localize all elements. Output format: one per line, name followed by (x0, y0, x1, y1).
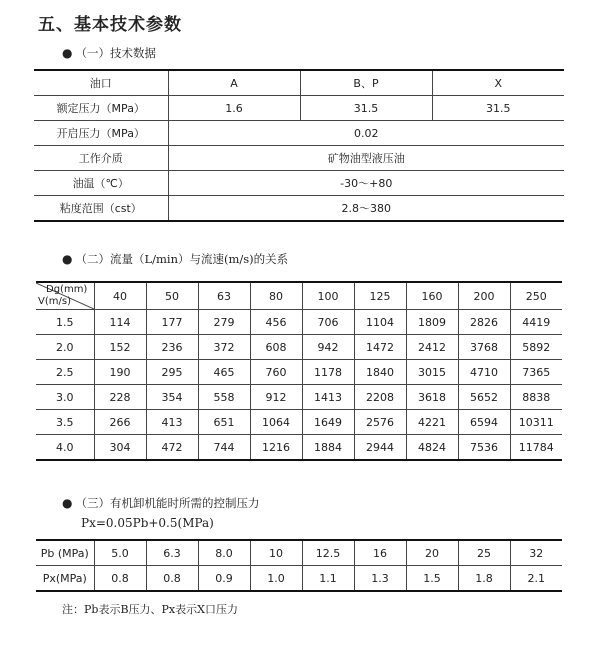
table-cell: 0.02 (168, 121, 564, 146)
table-row (34, 121, 564, 146)
table-row (36, 360, 562, 385)
table-cell: 160 (406, 282, 458, 310)
table-cell: 工作介质 (34, 146, 168, 171)
table-cell: Px(MPa) (36, 566, 94, 592)
table-cell: X (432, 70, 564, 96)
table-cell: 608 (250, 335, 302, 360)
table-cell: 2944 (354, 435, 406, 461)
table-cell: 油口 (34, 70, 168, 96)
table-row (36, 566, 562, 592)
table-cell: 4824 (406, 435, 458, 461)
table-cell: 2208 (354, 385, 406, 410)
table-cell: 1809 (406, 310, 458, 335)
table-cell: 1840 (354, 360, 406, 385)
table-cell: 250 (510, 282, 562, 310)
table-cell: 456 (250, 310, 302, 335)
table-cell: 1472 (354, 335, 406, 360)
table-cell: 10 (250, 540, 302, 566)
table-cell: 31.5 (300, 96, 432, 121)
table-cell: 1413 (302, 385, 354, 410)
table-cell: 7536 (458, 435, 510, 461)
table-cell: 912 (250, 385, 302, 410)
bullet-icon: ● (62, 46, 73, 60)
table-cell: 25 (458, 540, 510, 566)
table-cell: 266 (94, 410, 146, 435)
table-row (34, 171, 564, 196)
table-row (36, 335, 562, 360)
table-cell: 5.0 (94, 540, 146, 566)
table-cell: 5652 (458, 385, 510, 410)
table-cell: 1.1 (302, 566, 354, 592)
table-row (34, 70, 564, 96)
table-row (36, 435, 562, 461)
table-cell: 760 (250, 360, 302, 385)
section1-heading-text: （一）技术数据 (75, 46, 156, 60)
table-cell: 8.0 (198, 540, 250, 566)
table-cell: 31.5 (432, 96, 564, 121)
table-cell: 1.3 (354, 566, 406, 592)
table-cell: 2.5 (36, 360, 94, 385)
table-cell: 粘度范围（cst） (34, 196, 168, 222)
table-cell: 354 (146, 385, 198, 410)
table-cell: 0.8 (94, 566, 146, 592)
table-cell: 1178 (302, 360, 354, 385)
table-cell: 6.3 (146, 540, 198, 566)
table-cell: Pb (MPa) (36, 540, 94, 566)
table-cell: 100 (302, 282, 354, 310)
section3-heading-text: （三）有机卸机能时所需的控制压力 (75, 496, 260, 510)
table-cell: 1649 (302, 410, 354, 435)
control-pressure-table (36, 539, 562, 592)
table-cell: 12.5 (302, 540, 354, 566)
table-cell: 304 (94, 435, 146, 461)
table-cell: 5892 (510, 335, 562, 360)
table-row (34, 146, 564, 171)
pressure-formula: Px=0.05Pb+0.5(MPa) (81, 516, 214, 530)
table-cell: 2.1 (510, 566, 562, 592)
table-cell: 558 (198, 385, 250, 410)
table-cell: 744 (198, 435, 250, 461)
table-row (36, 385, 562, 410)
table-cell: 矿物油型液压油 (168, 146, 564, 171)
table-cell: 1.5 (36, 310, 94, 335)
table-corner-cell (36, 282, 94, 310)
table-row (34, 96, 564, 121)
bullet-icon: ● (62, 252, 73, 266)
table-row (36, 410, 562, 435)
table-cell: 2.0 (36, 335, 94, 360)
table-cell: 177 (146, 310, 198, 335)
table-row (36, 282, 562, 310)
table-cell: 0.9 (198, 566, 250, 592)
table-cell: 32 (510, 540, 562, 566)
section3-heading (62, 495, 259, 511)
table-cell: 3015 (406, 360, 458, 385)
table-cell: 3618 (406, 385, 458, 410)
bullet-icon: ● (62, 496, 73, 510)
table-cell: 114 (94, 310, 146, 335)
table-cell: 1.8 (458, 566, 510, 592)
table-cell: 油温（℃） (34, 171, 168, 196)
table-cell: 3.0 (36, 385, 94, 410)
table-cell: 200 (458, 282, 510, 310)
table-cell: 3768 (458, 335, 510, 360)
page-title: 五、基本技术参数 (38, 15, 182, 35)
table-cell: 4710 (458, 360, 510, 385)
table-cell: 4419 (510, 310, 562, 335)
table-cell: 6594 (458, 410, 510, 435)
table-cell: 1884 (302, 435, 354, 461)
table-cell: 228 (94, 385, 146, 410)
table-cell: 295 (146, 360, 198, 385)
table-cell: 2826 (458, 310, 510, 335)
table-row (36, 540, 562, 566)
table-cell: 1216 (250, 435, 302, 461)
table-cell: 0.8 (146, 566, 198, 592)
corner-v-label: V(m/s) (38, 296, 71, 307)
table-cell: 651 (198, 410, 250, 435)
table-cell: 2412 (406, 335, 458, 360)
table-cell: 465 (198, 360, 250, 385)
section2-heading-text: （二）流量（L/min）与流速(m/s)的关系 (75, 252, 289, 266)
flow-velocity-table (36, 281, 562, 461)
table-cell: 20 (406, 540, 458, 566)
table-cell: 942 (302, 335, 354, 360)
table-row (36, 310, 562, 335)
table-cell: -30～+80 (168, 171, 564, 196)
table-cell: 10311 (510, 410, 562, 435)
table-cell: 63 (198, 282, 250, 310)
table-cell: 4.0 (36, 435, 94, 461)
table-cell: 额定压力（MPa） (34, 96, 168, 121)
section1-heading (62, 45, 156, 61)
table-cell: 1104 (354, 310, 406, 335)
table-cell: 706 (302, 310, 354, 335)
table-cell: 1.0 (250, 566, 302, 592)
table-cell: 279 (198, 310, 250, 335)
table-cell: 472 (146, 435, 198, 461)
table-row (34, 196, 564, 222)
table-cell: 开启压力（MPa） (34, 121, 168, 146)
table-cell: 7365 (510, 360, 562, 385)
table-cell: 16 (354, 540, 406, 566)
table-cell: 190 (94, 360, 146, 385)
table-cell: 4221 (406, 410, 458, 435)
table-cell: 40 (94, 282, 146, 310)
table-cell: 413 (146, 410, 198, 435)
table-cell: 152 (94, 335, 146, 360)
table-cell: 50 (146, 282, 198, 310)
table-cell: 8838 (510, 385, 562, 410)
section2-heading (62, 251, 288, 267)
footnote: 注：Pb表示B压力、Px表示X口压力 (62, 603, 238, 616)
table-cell: 236 (146, 335, 198, 360)
table-cell: 1.5 (406, 566, 458, 592)
corner-dg-label: Dg(mm) (46, 284, 88, 295)
table-cell: 11784 (510, 435, 562, 461)
table-cell: 372 (198, 335, 250, 360)
table-cell: A (168, 70, 300, 96)
table-cell: 125 (354, 282, 406, 310)
table-cell: 2.8～380 (168, 196, 564, 222)
table-cell: 1.6 (168, 96, 300, 121)
tech-data-table (34, 69, 564, 222)
table-cell: 3.5 (36, 410, 94, 435)
table-cell: 80 (250, 282, 302, 310)
table-cell: B、P (300, 70, 432, 96)
table-cell: 2576 (354, 410, 406, 435)
table-cell: 1064 (250, 410, 302, 435)
